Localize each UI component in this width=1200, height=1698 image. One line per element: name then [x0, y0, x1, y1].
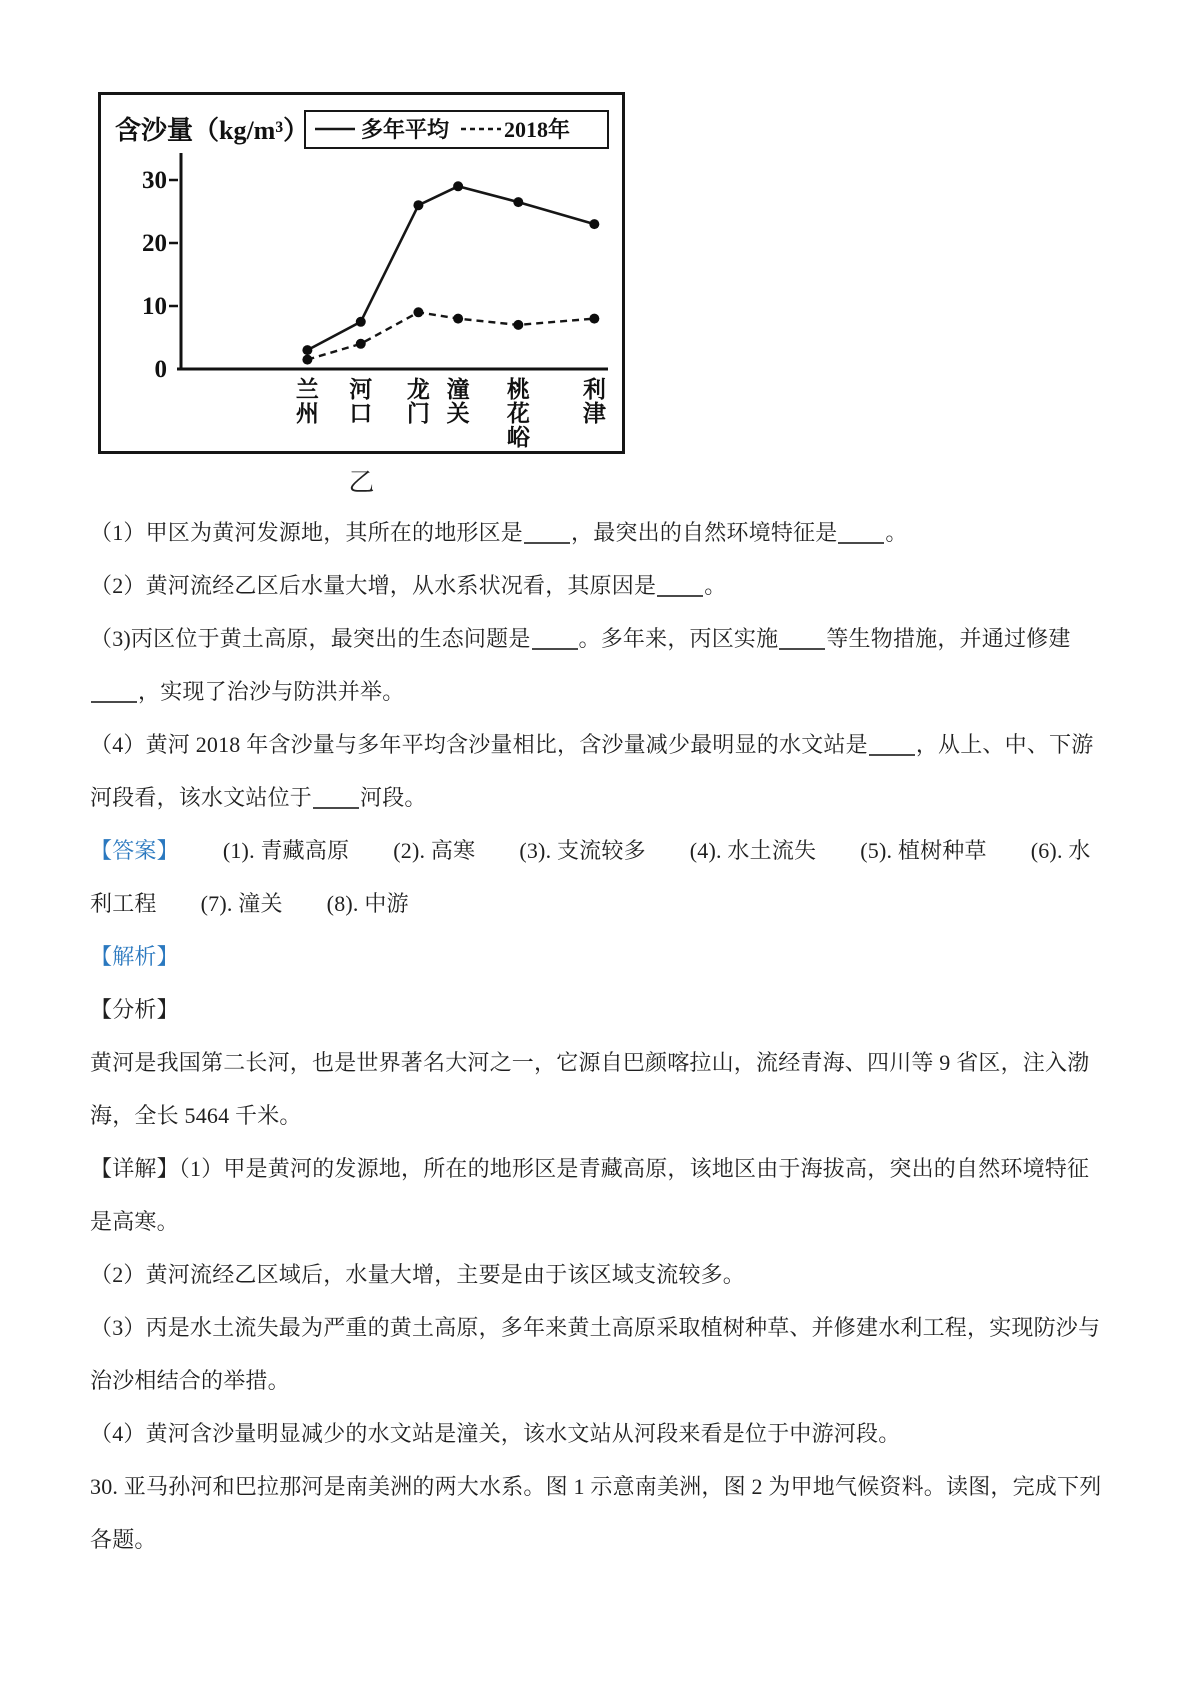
paragraph-answer — [90, 824, 1110, 930]
text-run: 。 — [704, 573, 727, 598]
text-run: (6). 水利工程 — [90, 838, 1091, 916]
text-run: 河段。 — [360, 785, 427, 810]
y-tick-label: 30 — [142, 167, 167, 194]
text-run: 黄河是我国第二长河，也是世界著名大河之一，它源自巴颜喀拉山，流经青海、四川等 9 省区，注入渤海，全长 5464 千米。 — [90, 1050, 1090, 1128]
answer-blank — [524, 528, 570, 544]
text-run: (3). 支流较多 — [519, 838, 646, 863]
data-point — [453, 181, 463, 191]
paragraph-question-3 — [90, 612, 1110, 718]
sediment-concentration-chart — [109, 101, 614, 449]
data-point — [589, 314, 599, 324]
chart-figure — [98, 92, 625, 498]
paragraph-question-4 — [90, 718, 1110, 824]
text-run: (5). 植树种草 — [860, 838, 987, 863]
text-run: （1）甲区为黄河发源地，其所在的地形区是 — [90, 520, 524, 545]
document-body — [90, 506, 1110, 1566]
paragraph-detail-4 — [90, 1407, 1110, 1460]
text-run: （3)丙区位于黄土高原，最突出的生态问题是 — [90, 626, 531, 651]
section-label: 【解析】 — [90, 944, 179, 969]
y-tick-label: 10 — [142, 293, 167, 320]
data-point — [453, 314, 463, 324]
text-run: 。 — [885, 520, 908, 545]
paragraph-analysis-body — [90, 1036, 1110, 1142]
series-line-2018 — [307, 312, 594, 359]
paragraph-question-2 — [90, 559, 1110, 612]
text-run: 。多年来，丙区实施 — [578, 626, 779, 651]
text-run: 【分析】 — [90, 997, 179, 1022]
station-label: 龙门 — [406, 377, 430, 426]
text-run: 【详解】（1）甲是黄河的发源地，所在的地形区是青藏高原，该地区由于海拔高，突出的自然环境特征是高寒。 — [90, 1156, 1090, 1234]
answer-blank — [869, 740, 915, 756]
data-point — [413, 200, 423, 210]
data-point — [356, 317, 366, 327]
paragraph-question-1 — [90, 506, 1110, 559]
chart-frame — [98, 92, 625, 454]
y-tick-label: 0 — [154, 356, 167, 383]
answer-blank — [657, 581, 703, 597]
paragraph-question-30 — [90, 1460, 1110, 1566]
data-point — [513, 320, 523, 330]
text-run: （2）黄河流经乙区后水量大增，从水系状况看，其原因是 — [90, 573, 657, 598]
data-point — [302, 345, 312, 355]
text-run: (7). 潼关 — [200, 891, 283, 916]
series-line-average — [307, 186, 594, 350]
text-run: ，从上、中、下游河段看，该水文站位于 — [90, 732, 1094, 810]
answer-blank — [779, 634, 825, 650]
text-run: （2）黄河流经乙区域后，水量大增，主要是由于该区域支流较多。 — [90, 1262, 746, 1287]
text-run: (8). 中游 — [326, 891, 409, 916]
figure-caption: 乙 — [348, 468, 375, 497]
station-label: 河口 — [349, 377, 373, 426]
chart-title: 含沙量（kg/m³） — [115, 116, 310, 145]
data-point — [413, 307, 423, 317]
text-run: (2). 高寒 — [393, 838, 476, 863]
data-point — [356, 339, 366, 349]
paragraph-analysis-heading — [90, 983, 1110, 1036]
station-label: 兰州 — [295, 377, 319, 426]
paragraph-detail-3 — [90, 1301, 1110, 1407]
station-label: 潼关 — [446, 377, 470, 426]
text-run: ，最突出的自然环境特征是 — [571, 520, 838, 545]
text-run: ，实现了治沙与防洪并举。 — [138, 679, 405, 704]
data-point — [589, 219, 599, 229]
answer-blank — [838, 528, 884, 544]
y-tick-label: 20 — [142, 230, 167, 257]
paragraph-analysis-label — [90, 930, 1110, 983]
station-label: 利津 — [582, 377, 606, 426]
paragraph-detail-1 — [90, 1142, 1110, 1248]
text-run: （3）丙是水土流失最为严重的黄土高原，多年来黄土高原采取植树种草、并修建水利工程，实现防沙与治沙相结合的举措。 — [90, 1315, 1101, 1393]
answer-blank — [313, 793, 359, 809]
text-run: (1). 青藏高原 — [222, 838, 350, 863]
text-run: （4）黄河 2018 年含沙量与多年平均含沙量相比，含沙量减少最明显的水文站是 — [90, 732, 868, 757]
legend-label-2018: 2018年 — [504, 117, 571, 142]
text-run: 30. 亚马孙河和巴拉那河是南美洲的两大水系。图 1 示意南美洲，图 2 为甲地气候资料。读图，完成下列各题。 — [90, 1474, 1102, 1552]
legend-label-average: 多年平均 — [361, 117, 450, 142]
data-point — [302, 355, 312, 365]
text-run: （4）黄河含沙量明显减少的水文站是潼关，该水文站从河段来看是位于中游河段。 — [90, 1421, 901, 1446]
text-run: 等生物措施，并通过修建 — [826, 626, 1071, 651]
answer-blank — [532, 634, 578, 650]
station-label: 桃花峪 — [506, 377, 530, 449]
section-label: 【答案】 — [90, 838, 179, 863]
paragraph-detail-2 — [90, 1248, 1110, 1301]
text-run: (4). 水土流失 — [689, 838, 817, 863]
answer-blank — [91, 687, 137, 703]
data-point — [513, 197, 523, 207]
